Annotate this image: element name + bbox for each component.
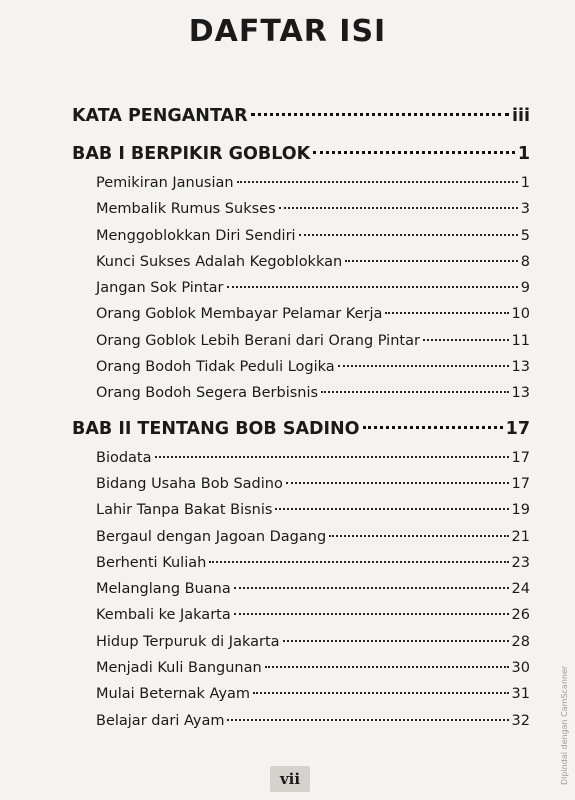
- dot-leader: [283, 631, 509, 646]
- toc-page-number: 26: [511, 607, 530, 624]
- toc-entry: [72, 445, 530, 471]
- toc-entry: [72, 223, 530, 249]
- toc-page-number: 9: [520, 280, 530, 297]
- dot-leader: [209, 552, 508, 567]
- dot-leader: [313, 142, 515, 160]
- toc-page-number: 21: [511, 528, 530, 545]
- toc-title: Mulai Beternak Ayam: [96, 686, 251, 703]
- toc-entry: [72, 354, 530, 380]
- toc-page-number: 30: [511, 660, 530, 677]
- toc-chapter: [72, 413, 530, 445]
- dot-leader: [253, 684, 509, 699]
- dot-leader: [234, 579, 509, 594]
- toc-page-number: 17: [505, 418, 530, 439]
- toc-title: Hidup Terpuruk di Jakarta: [96, 633, 280, 650]
- toc-title: BAB I BERPIKIR GOBLOK: [72, 144, 311, 164]
- scanner-watermark: Dipindai dengan CamScanner: [560, 665, 569, 785]
- toc-page-number: 3: [520, 201, 530, 218]
- dot-leader: [363, 416, 503, 434]
- dot-leader: [275, 500, 508, 515]
- toc-page-number: iii: [512, 106, 530, 126]
- toc-entry: [72, 249, 530, 275]
- toc-title: Pemikiran Janusian: [96, 175, 234, 191]
- toc-entry: [72, 380, 530, 406]
- page-title: DAFTAR ISI: [188, 14, 387, 49]
- toc-page-number: 23: [511, 554, 530, 571]
- dot-leader: [265, 658, 509, 673]
- toc-page-number: 17: [511, 475, 530, 492]
- toc-entry: [72, 708, 530, 734]
- dot-leader: [279, 199, 518, 214]
- table-of-contents: [72, 100, 530, 734]
- dot-leader: [329, 526, 508, 541]
- dot-leader: [299, 225, 518, 240]
- toc-title: Bidang Usaha Bob Sadino: [96, 475, 283, 492]
- toc-title: Orang Bodoh Tidak Peduli Logika: [96, 359, 335, 376]
- toc-title: Berhenti Kuliah: [96, 554, 207, 571]
- toc-page-number: 32: [511, 712, 530, 729]
- toc-title: Kembali ke Jakarta: [96, 607, 231, 624]
- dot-leader: [321, 383, 508, 398]
- toc-title: Bergaul dengan Jagoan Dagang: [96, 528, 327, 545]
- toc-page-number: 1: [520, 175, 530, 191]
- dot-leader: [345, 251, 518, 266]
- toc-entry: [72, 550, 530, 576]
- dot-leader: [286, 473, 509, 488]
- toc-entry: [72, 655, 530, 681]
- toc-title: Menggoblokkan Diri Sendiri: [96, 227, 296, 244]
- toc-entry: [72, 275, 530, 301]
- dot-leader: [227, 278, 518, 293]
- dot-leader: [234, 605, 509, 620]
- toc-title: Belajar dari Ayam: [96, 712, 225, 729]
- toc-entry: [72, 602, 530, 628]
- toc-title: Jangan Sok Pintar: [96, 280, 224, 297]
- toc-chapter: [72, 138, 530, 170]
- toc-entry: [72, 524, 530, 550]
- toc-page-number: 8: [520, 253, 530, 270]
- dot-leader: [423, 330, 509, 345]
- toc-entry: [72, 681, 530, 707]
- toc-entry: [72, 170, 530, 196]
- dot-leader: [338, 357, 509, 372]
- toc-page-number: 17: [511, 449, 530, 466]
- toc-page-number: 13: [511, 385, 530, 402]
- dot-leader: [237, 173, 518, 188]
- dot-leader: [385, 304, 508, 319]
- page-number: vii: [270, 766, 310, 792]
- toc-page-number: 5: [520, 227, 530, 244]
- toc-title: Membalik Rumus Sukses: [96, 201, 276, 218]
- toc-entry: [72, 497, 530, 523]
- toc-entry: [72, 301, 530, 327]
- toc-title: KATA PENGANTAR: [72, 106, 248, 126]
- toc-title: Orang Bodoh Segera Berbisnis: [96, 385, 319, 402]
- toc-title: Orang Goblok Lebih Berani dari Orang Pintar: [96, 332, 420, 349]
- toc-title: Biodata: [96, 449, 152, 466]
- toc-title: Kunci Sukses Adalah Kegoblokkan: [96, 253, 343, 270]
- toc-chapter: [72, 100, 530, 132]
- toc-page-number: 28: [511, 633, 530, 650]
- toc-entry: [72, 196, 530, 222]
- toc-entry: [72, 576, 530, 602]
- dot-leader: [251, 104, 509, 122]
- toc-entry: [72, 328, 530, 354]
- dot-leader: [227, 710, 508, 725]
- toc-page-number: 31: [511, 686, 530, 703]
- toc-title: Melanglang Buana: [96, 581, 231, 598]
- toc-title: Menjadi Kuli Bangunan: [96, 660, 262, 677]
- toc-title: BAB II TENTANG BOB SADINO: [72, 418, 360, 439]
- dot-leader: [155, 447, 509, 462]
- toc-page-number: 24: [511, 581, 530, 598]
- toc-page-number: 19: [511, 502, 530, 519]
- toc-entry: [72, 471, 530, 497]
- toc-title: Orang Goblok Membayar Pelamar Kerja: [96, 306, 383, 323]
- toc-title: Lahir Tanpa Bakat Bisnis: [96, 502, 273, 519]
- toc-page-number: 1: [517, 144, 530, 164]
- toc-entry: [72, 629, 530, 655]
- toc-page-number: 13: [511, 359, 530, 376]
- toc-page-number: 10: [511, 306, 530, 323]
- toc-page-number: 11: [511, 332, 530, 349]
